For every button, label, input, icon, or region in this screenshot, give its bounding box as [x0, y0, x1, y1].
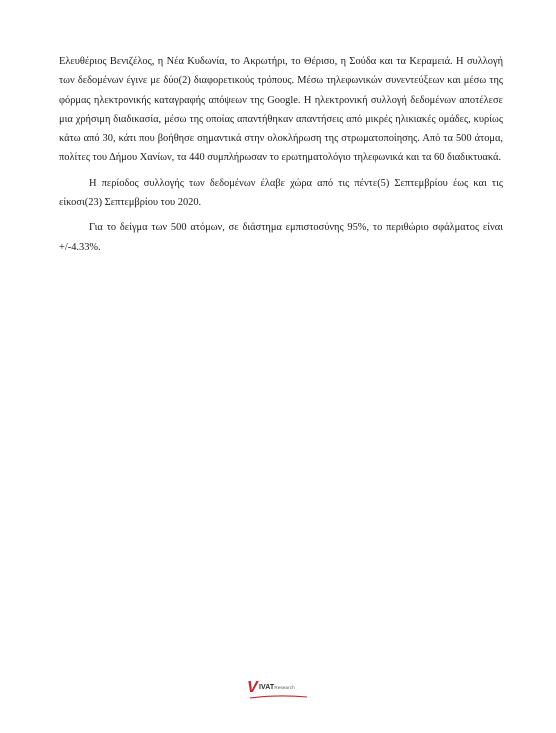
- logo-initial: V: [247, 679, 258, 696]
- logo-suffix: Research: [274, 685, 295, 690]
- paragraph-collection-period: Η περίοδος συλλογής των δεδομένων έλαβε χώρα από τις πέντε(5) Σεπτεμβρίου έως και τις είκοσι(23) Σεπτεμβρίου του 2020.: [59, 177, 503, 209]
- paragraph-margin-of-error: Για το δείγμα των 500 ατόμων, σε διάστημα εμπιστοσύνης 95%, το περιθώριο σφάλματος είναι +/-4.33%.: [59, 222, 503, 253]
- logo-wordmark: [259, 684, 295, 692]
- vivat-logo: [247, 680, 317, 702]
- document-body: [59, 52, 503, 257]
- paragraph-data-collection: Ελευθέριος Βενιζέλος, η Νέα Κυδωνία, το Ακρωτήρι, το Θέρισο, η Σούδα και τα Κεραμειά. Η συλλογή των δεδομένων έγινε με δύο(2) διαφορετικούς τρόπους. Μέσω τηλεφωνικών συνεντεύξεων και μέσω της φόρμας ηλεκτρονικής καταγραφής απόψεων της Google. Η ηλεκτρονική συλλογή δεδομένων αποτέλεσε μια χρήσιμη διαδικασία, μέσω της οποίας απαντήθηκαν απαντήσεις από μικρές ηλικιακές ομάδες, κυρίως κάτω από 30, κάτι που βοήθησε σημαντικά στην ολοκλήρωση της στρωματοποίησης. Από τα 500 άτομα, πολίτες του Δήμου Χανίων, τα 440 συμπλήρωσαν το ερωτηματολόγιο τηλεφωνικά και τα 60 διαδικτυακά.: [59, 56, 503, 164]
- logo-swoosh-icon: [249, 694, 309, 700]
- logo-text: IVAT: [259, 684, 275, 691]
